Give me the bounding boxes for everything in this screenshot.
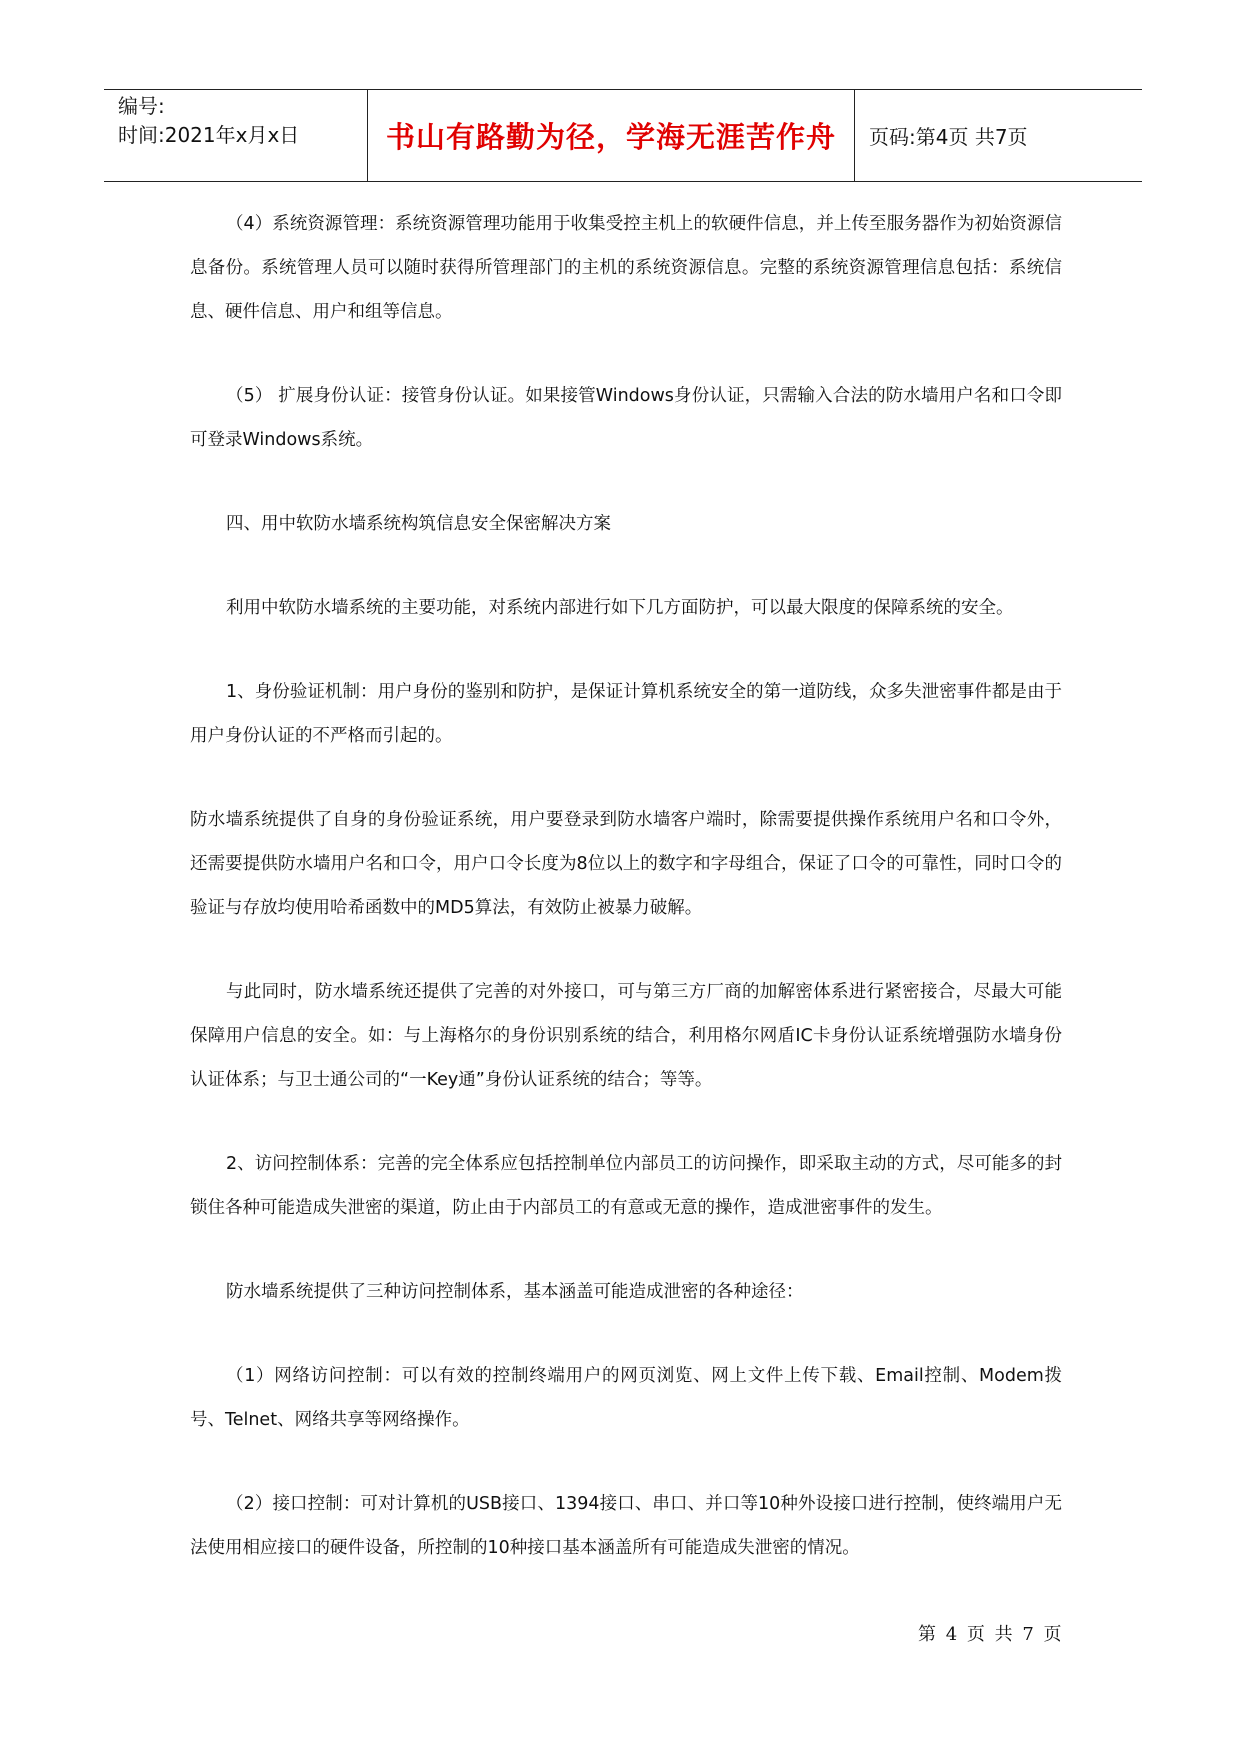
paragraph-network-control: （1）网络访问控制：可以有效的控制终端用户的网页浏览、网上文件上传下载、Email控制、Modem拨号、Telnet、网络共享等网络操作。 (190, 1366, 1062, 1430)
header-left-cell (104, 90, 368, 181)
header-middle-cell (368, 90, 855, 181)
paragraph-three-controls: 防水墙系统提供了三种访问控制体系，基本涵盖可能造成泄密的各种途径： (226, 1282, 804, 1302)
paragraph-extended-auth: （5） 扩展身份认证：接管身份认证。如果接管Windows身份认证，只需输入合法的防水墙用户名和口令即可登录Windows系统。 (190, 386, 1062, 450)
paragraph-access-control: 2、访问控制体系：完善的完全体系应包括控制单位内部员工的访问操作，即采取主动的方式，尽可能多的封锁住各种可能造成失泄密的渠道，防止由于内部员工的有意或无意的操作，造成泄密事件的发生。 (190, 1154, 1062, 1218)
paragraph-auth-mechanism: 1、身份验证机制：用户身份的鉴别和防护，是保证计算机系统安全的第一道防线，众多失泄密事件都是由于用户身份认证的不严格而引起的。 (190, 682, 1062, 746)
page-label: 页码:第4页 共7页 (869, 125, 1028, 149)
section-heading: 四、用中软防水墙系统构筑信息安全保密解决方案 (226, 514, 611, 534)
page-footer: 第 4 页 共 7 页 (918, 1624, 1064, 1645)
paragraph-interface-control: （2）接口控制：可对计算机的USB接口、1394接口、串口、并口等10种外设接口进行控制，使终端用户无法使用相应接口的硬件设备，所控制的10种接口基本涵盖所有可能造成失泄密的情况。 (190, 1494, 1062, 1558)
paragraph-intro: 利用中软防水墙系统的主要功能，对系统内部进行如下几方面防护，可以最大限度的保障系统的安全。 (226, 598, 1014, 618)
document-header (104, 89, 1142, 182)
time-label: 时间:2021年x月x日 (118, 123, 300, 147)
page-body (190, 202, 1062, 1570)
paragraph-system-resource: （4）系统资源管理：系统资源管理功能用于收集受控主机上的软硬件信息，并上传至服务器作为初始资源信息备份。系统管理人员可以随时获得所管理部门的主机的系统资源信息。完整的系统资源管理信息包括：系统信息、硬件信息、用户和组等信息。 (190, 214, 1062, 322)
paragraph-auth-system: 防水墙系统提供了自身的身份验证系统，用户要登录到防水墙客户端时，除需要提供操作系统用户名和口令外，还需要提供防水墙用户名和口令，用户口令长度为8位以上的数字和字母组合，保证了口令的可靠性，同时口令的验证与存放均使用哈希函数中的MD5算法，有效防止被暴力破解。 (190, 810, 1062, 918)
paragraph-external-interface: 与此同时，防水墙系统还提供了完善的对外接口，可与第三方厂商的加解密体系进行紧密接合，尽最大可能保障用户信息的安全。如：与上海格尔的身份识别系统的结合，利用格尔网盾IC卡身份认证系统增强防水墙身份认证体系；与卫士通公司的“一Key通”身份认证系统的结合；等等。 (190, 982, 1062, 1090)
number-label: 编号: (118, 94, 165, 118)
motto: 书山有路勤为径，学海无涯苦作舟 (385, 120, 836, 154)
header-right-cell (855, 90, 1142, 181)
